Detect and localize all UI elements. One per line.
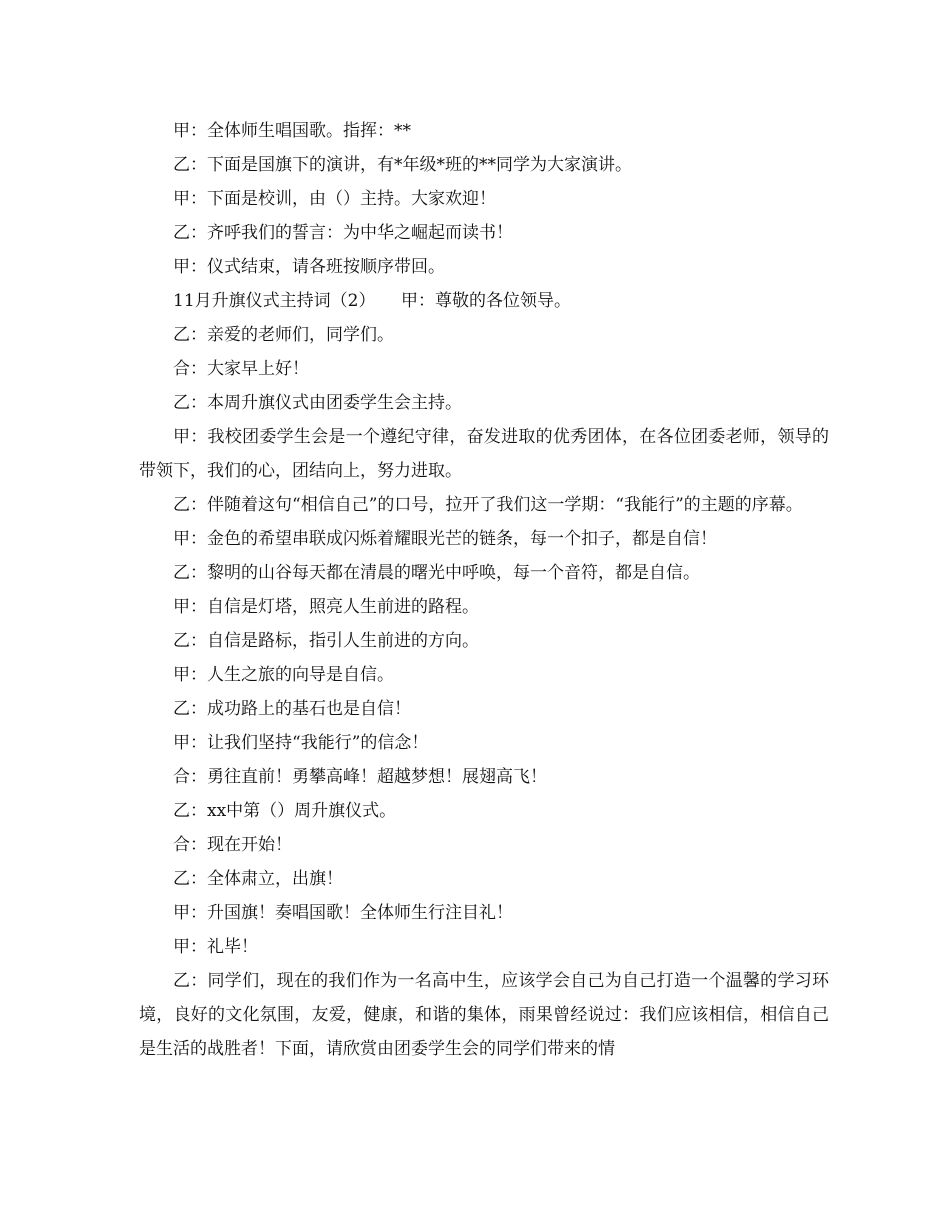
paragraph: 乙：下面是国旗下的演讲，有*年级*班的**同学为大家演讲。 (173, 155, 632, 175)
paragraph: 甲：让我们坚持“我能行”的信念！ (173, 733, 429, 753)
paragraph: 合：大家早上好！ (173, 359, 309, 379)
paragraph: 乙：亲爱的老师们，同学们。 (173, 325, 394, 345)
paragraph: 乙：自信是路标，指引人生前进的方向。 (173, 631, 479, 651)
paragraph: 乙：xx中第（）周升旗仪式。 (173, 801, 397, 821)
paragraph: 甲：礼毕！ (173, 937, 258, 957)
paragraph: 乙：同学们，现在的我们作为一名高中生，应该学会自己为自己打造一个温馨的学习环境，良好的文化氛围，友爱，健康，和谐的集体，雨果曾经说过：我们应该相信，相信自己是生活的战胜者！下面，请欣赏由团委学生会的同学们带来的情 (139, 971, 829, 1059)
paragraph: 甲：我校团委学生会是一个遵纪守律，奋发进取的优秀团体，在各位团委老师，领导的带领下，我们的心，团结向上，努力进取。 (139, 427, 829, 481)
paragraph: 甲：升国旗！奏唱国歌！全体师生行注目礼！ (173, 903, 513, 923)
paragraph: 11月升旗仪式主持词（2） 甲：尊敬的各位领导。 (173, 291, 571, 311)
paragraph: 甲：人生之旅的向导是自信。 (173, 665, 394, 685)
paragraph: 乙：成功路上的基石也是自信！ (173, 699, 411, 719)
paragraph: 乙：伴随着这句“相信自己”的口号，拉开了我们这一学期：“我能行”的主题的序幕。 (173, 495, 803, 515)
paragraph: 甲：仪式结束，请各班按顺序带回。 (173, 257, 445, 277)
paragraph: 甲：下面是校训，由（）主持。大家欢迎！ (173, 189, 496, 209)
paragraph: 合：勇往直前！勇攀高峰！超越梦想！展翅高飞！ (173, 767, 547, 787)
paragraph: 乙：齐呼我们的誓言：为中华之崛起而读书！ (173, 223, 513, 243)
paragraph: 乙：本周升旗仪式由团委学生会主持。 (173, 393, 462, 413)
paragraph: 甲：自信是灯塔，照亮人生前进的路程。 (173, 597, 479, 617)
document-body (139, 114, 829, 1066)
paragraph: 合：现在开始！ (173, 835, 292, 855)
paragraph: 乙：黎明的山谷每天都在清晨的曙光中呼唤，每一个音符，都是自信。 (173, 563, 700, 583)
paragraph: 甲：金色的希望串联成闪烁着耀眼光芒的链条，每一个扣子，都是自信！ (173, 529, 717, 549)
paragraph: 乙：全体肃立，出旗！ (173, 869, 343, 889)
paragraph: 甲：全体师生唱国歌。指挥：** (173, 121, 411, 141)
